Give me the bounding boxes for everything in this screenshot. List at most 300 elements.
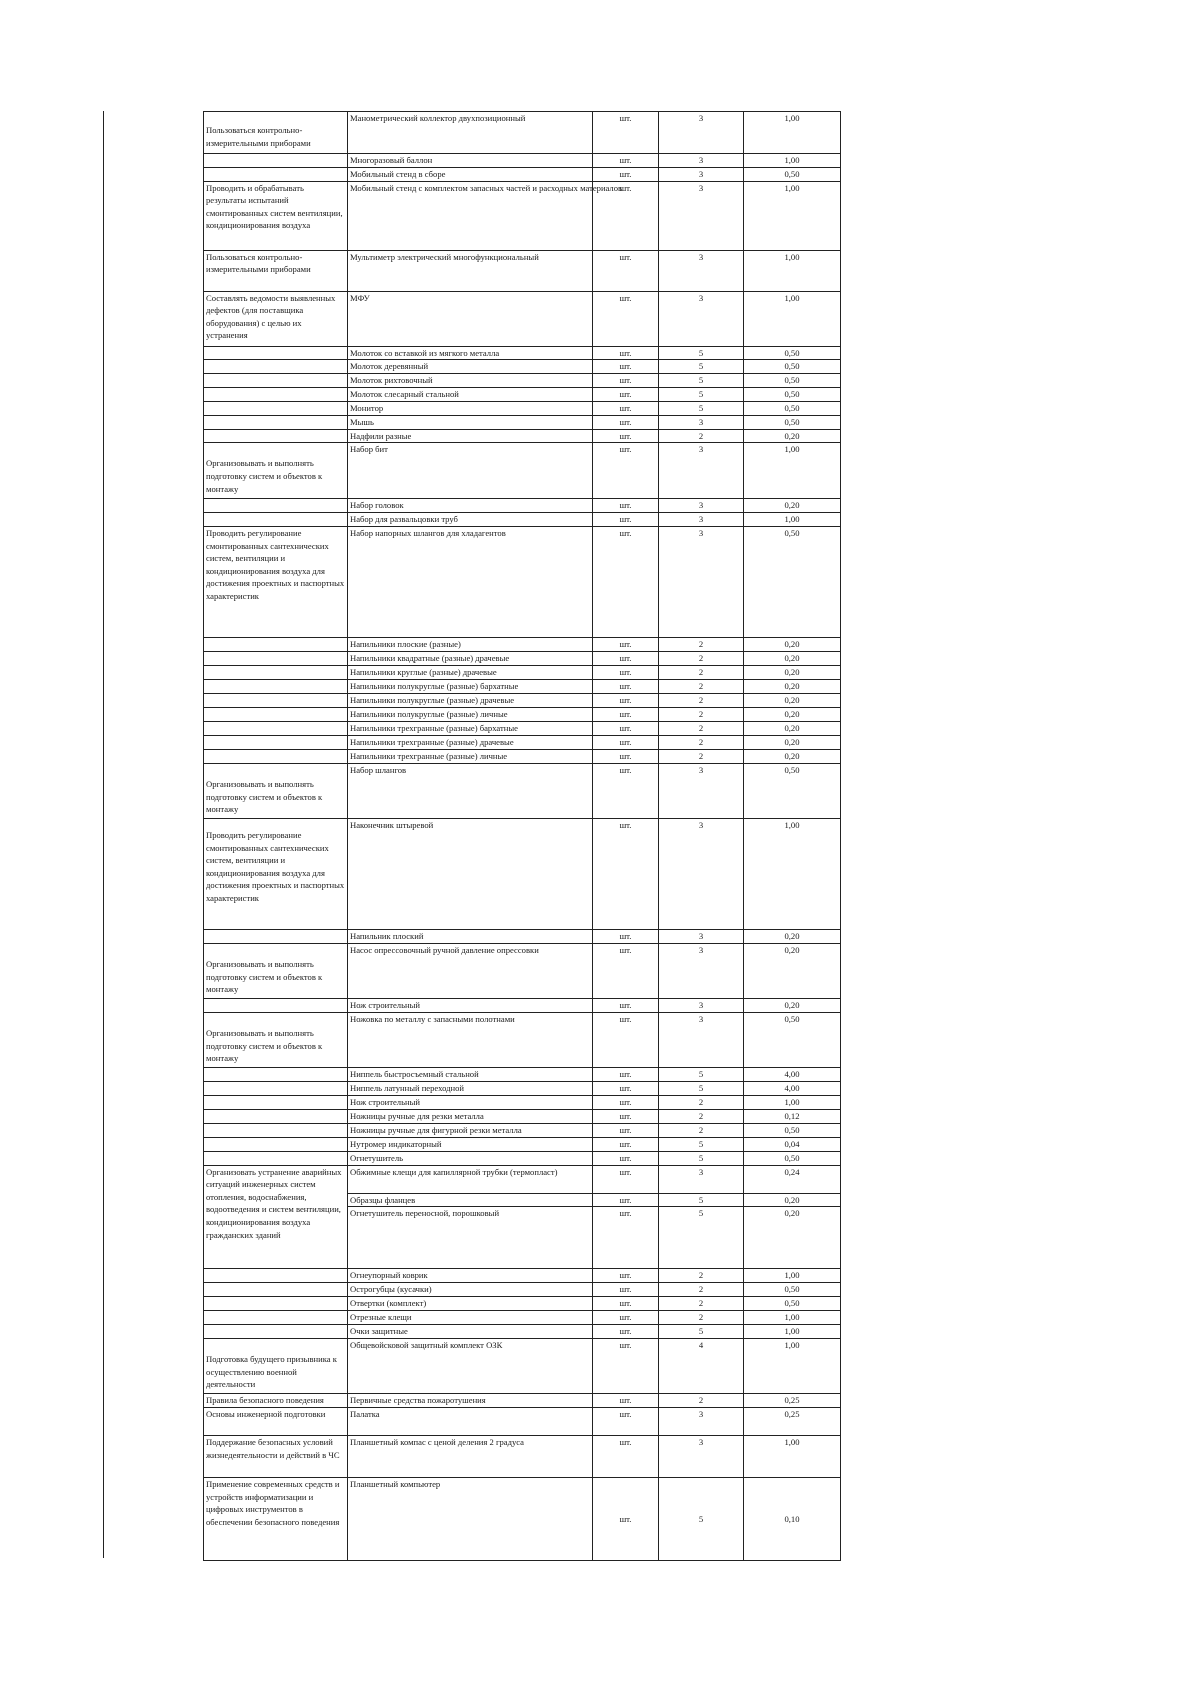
table-row <box>204 1408 841 1436</box>
quantity-cell: 5 <box>659 1081 744 1095</box>
unit-cell: шт. <box>593 763 659 818</box>
unit-cell: шт. <box>593 1297 659 1311</box>
unit-cell: шт. <box>593 415 659 429</box>
quantity-cell: 2 <box>659 1311 744 1325</box>
table-row <box>204 998 841 1012</box>
coefficient-cell: 0,20 <box>744 651 841 665</box>
coefficient-cell: 0,50 <box>744 360 841 374</box>
table-row <box>204 1081 841 1095</box>
unit-cell: шт. <box>593 1478 659 1561</box>
item-name-cell: Общевойсковой защитный комплект ОЗК <box>348 1339 593 1394</box>
quantity-cell: 3 <box>659 929 744 943</box>
unit-cell: шт. <box>593 1067 659 1081</box>
coefficient-cell: 1,00 <box>744 818 841 929</box>
skill-cell <box>204 291 348 346</box>
table-row <box>204 512 841 526</box>
quantity-cell: 3 <box>659 181 744 250</box>
item-name-cell: Напильники трехгранные (разные) бархатные <box>348 721 593 735</box>
coefficient-cell: 0,50 <box>744 763 841 818</box>
quantity-cell: 5 <box>659 1137 744 1151</box>
table-row <box>204 1067 841 1081</box>
unit-cell: шт. <box>593 374 659 388</box>
table-row <box>204 1151 841 1165</box>
quantity-cell: 3 <box>659 1165 744 1193</box>
unit-cell: шт. <box>593 1123 659 1137</box>
item-name-cell: Наконечник штыревой <box>348 818 593 929</box>
coefficient-cell: 1,00 <box>744 154 841 168</box>
coefficient-cell: 0,20 <box>744 693 841 707</box>
coefficient-cell: 1,00 <box>744 250 841 291</box>
item-name-cell: Напильники плоские (разные) <box>348 637 593 651</box>
unit-cell: шт. <box>593 721 659 735</box>
skill-cell <box>204 250 348 291</box>
unit-cell: шт. <box>593 512 659 526</box>
unit-cell: шт. <box>593 181 659 250</box>
item-name-cell: Напильники трехгранные (разные) личные <box>348 749 593 763</box>
skill-cell <box>204 1067 348 1081</box>
item-name-cell: Молоток рихтовочный <box>348 374 593 388</box>
item-name-cell: Мультиметр электрический многофункциональный <box>348 250 593 291</box>
quantity-cell: 5 <box>659 1478 744 1561</box>
table-row <box>204 1165 841 1193</box>
skill-cell <box>204 1283 348 1297</box>
unit-cell: шт. <box>593 1095 659 1109</box>
skill-text: Организовывать и выполнять подготовку систем и объектов к монтажу <box>206 958 323 995</box>
item-name-cell: Напильники полукруглые (разные) личные <box>348 707 593 721</box>
coefficient-cell: 0,50 <box>744 1297 841 1311</box>
unit-cell: шт. <box>593 346 659 360</box>
coefficient-cell: 0,50 <box>744 1123 841 1137</box>
quantity-cell: 5 <box>659 374 744 388</box>
skill-cell <box>204 374 348 388</box>
skill-text: Организовать устранение аварийных ситуаций инженерных систем отопления, водоснабжения, водоотведения и систем вентиляции, кондиционирования воздуха гражданских зданий <box>206 1166 342 1240</box>
equipment-table <box>203 111 841 1561</box>
table-row <box>204 1311 841 1325</box>
item-name-cell: Монитор <box>348 401 593 415</box>
item-name-cell: Ножовка по металлу с запасными полотнами <box>348 1012 593 1067</box>
unit-cell: шт. <box>593 360 659 374</box>
unit-cell: шт. <box>593 679 659 693</box>
coefficient-cell: 0,20 <box>744 665 841 679</box>
table-row <box>204 526 841 637</box>
coefficient-cell: 0,50 <box>744 1012 841 1067</box>
unit-cell: шт. <box>593 1325 659 1339</box>
item-name-cell: МФУ <box>348 291 593 346</box>
coefficient-cell: 1,00 <box>744 1095 841 1109</box>
item-name-cell: Образцы фланцев <box>348 1193 593 1207</box>
coefficient-cell: 0,04 <box>744 1137 841 1151</box>
item-name-cell: Многоразовый баллон <box>348 154 593 168</box>
quantity-cell: 2 <box>659 1123 744 1137</box>
skill-cell <box>204 1269 348 1283</box>
coefficient-cell: 1,00 <box>744 512 841 526</box>
unit-cell: шт. <box>593 112 659 154</box>
skill-cell <box>204 1297 348 1311</box>
unit-cell: шт. <box>593 707 659 721</box>
coefficient-cell: 0,20 <box>744 998 841 1012</box>
skill-text: Основы инженерной подготовки <box>206 1409 326 1420</box>
skill-text: Проводить регулирование смонтированных сантехнических систем, вентиляции и кондиционирования воздуха для достижения проектных и паспортных характеристик <box>206 527 345 601</box>
coefficient-cell: 1,00 <box>744 1269 841 1283</box>
table-row <box>204 401 841 415</box>
table-row <box>204 665 841 679</box>
table-row <box>204 1269 841 1283</box>
item-name-cell: Напильники квадратные (разные) драчевые <box>348 651 593 665</box>
item-name-cell: Молоток со вставкой из мягкого металла <box>348 346 593 360</box>
quantity-cell: 3 <box>659 1408 744 1436</box>
coefficient-cell: 0,25 <box>744 1394 841 1408</box>
item-name-cell: Набор головок <box>348 499 593 513</box>
quantity-cell: 3 <box>659 443 744 499</box>
skill-cell <box>204 1325 348 1339</box>
item-name-cell: Напильники полукруглые (разные) драчевые <box>348 693 593 707</box>
coefficient-cell: 0,20 <box>744 679 841 693</box>
item-name-cell: Молоток деревянный <box>348 360 593 374</box>
unit-cell: шт. <box>593 735 659 749</box>
unit-cell: шт. <box>593 943 659 998</box>
unit-cell: шт. <box>593 1151 659 1165</box>
coefficient-cell: 1,00 <box>744 1339 841 1394</box>
quantity-cell: 3 <box>659 250 744 291</box>
skill-cell <box>204 637 348 651</box>
skill-cell <box>204 749 348 763</box>
coefficient-cell: 4,00 <box>744 1081 841 1095</box>
coefficient-cell: 1,00 <box>744 1436 841 1478</box>
quantity-cell: 5 <box>659 1193 744 1207</box>
item-name-cell: Нож строительный <box>348 998 593 1012</box>
skill-cell <box>204 512 348 526</box>
item-name-cell: Молоток слесарный стальной <box>348 388 593 402</box>
table-row <box>204 388 841 402</box>
item-name-cell: Мобильный стенд в сборе <box>348 168 593 182</box>
table-row <box>204 679 841 693</box>
coefficient-cell: 0,50 <box>744 401 841 415</box>
table-row <box>204 1325 841 1339</box>
skill-text: Организовывать и выполнять подготовку систем и объектов к монтажу <box>206 458 323 494</box>
skill-cell <box>204 443 348 499</box>
table-row <box>204 154 841 168</box>
skill-cell <box>204 1165 348 1269</box>
table-row <box>204 818 841 929</box>
skill-cell <box>204 415 348 429</box>
equipment-table-body <box>204 112 841 1561</box>
skill-text: Организовывать и выполнять подготовку систем и объектов к монтажу <box>206 1027 323 1064</box>
quantity-cell: 3 <box>659 763 744 818</box>
skill-cell <box>204 735 348 749</box>
skill-cell <box>204 499 348 513</box>
skill-cell <box>204 929 348 943</box>
skill-cell <box>204 721 348 735</box>
skill-cell <box>204 360 348 374</box>
table-row <box>204 1436 841 1478</box>
unit-cell: шт. <box>593 1408 659 1436</box>
table-row <box>204 1478 841 1561</box>
item-name-cell: Планшетный компас с ценой деления 2 градуса <box>348 1436 593 1478</box>
item-name-cell: Острогубцы (кусачки) <box>348 1283 593 1297</box>
quantity-cell: 5 <box>659 1151 744 1165</box>
unit-cell: шт. <box>593 1109 659 1123</box>
skill-text: Проводить регулирование смонтированных сантехнических систем, вентиляции и кондиционирования воздуха для достижения проектных и паспортных характеристик <box>206 829 345 903</box>
skill-cell <box>204 665 348 679</box>
quantity-cell: 2 <box>659 637 744 651</box>
coefficient-cell: 0,20 <box>744 721 841 735</box>
unit-cell: шт. <box>593 429 659 443</box>
coefficient-cell: 0,50 <box>744 388 841 402</box>
coefficient-cell: 0,20 <box>744 707 841 721</box>
item-name-cell: Набор бит <box>348 443 593 499</box>
item-name-cell: Набор для развальцовки труб <box>348 512 593 526</box>
unit-cell: шт. <box>593 693 659 707</box>
item-name-cell: Нож строительный <box>348 1095 593 1109</box>
skill-cell <box>204 1081 348 1095</box>
skill-cell <box>204 1109 348 1123</box>
unit-cell: шт. <box>593 250 659 291</box>
table-row <box>204 1297 841 1311</box>
quantity-cell: 5 <box>659 1067 744 1081</box>
skill-cell <box>204 1095 348 1109</box>
item-name-cell: Обжимные клещи для капиллярной трубки (термопласт) <box>348 1165 593 1193</box>
quantity-cell: 3 <box>659 998 744 1012</box>
quantity-cell: 3 <box>659 526 744 637</box>
skill-cell <box>204 998 348 1012</box>
item-name-cell: Мобильный стенд с комплектом запасных частей и расходных материалов <box>348 181 593 250</box>
unit-cell: шт. <box>593 818 659 929</box>
skill-text: Пользоваться контрольно-измерительными приборами <box>206 125 311 148</box>
skill-cell <box>204 943 348 998</box>
quantity-cell: 3 <box>659 818 744 929</box>
coefficient-cell: 0,50 <box>744 374 841 388</box>
unit-cell: шт. <box>593 443 659 499</box>
quantity-cell: 2 <box>659 707 744 721</box>
quantity-cell: 3 <box>659 154 744 168</box>
table-row <box>204 499 841 513</box>
unit-cell: шт. <box>593 401 659 415</box>
skill-cell <box>204 154 348 168</box>
coefficient-cell: 0,20 <box>744 943 841 998</box>
coefficient-cell: 1,00 <box>744 291 841 346</box>
table-row <box>204 763 841 818</box>
table-row <box>204 735 841 749</box>
table-row <box>204 1339 841 1394</box>
skill-cell <box>204 1478 348 1561</box>
unit-cell: шт. <box>593 1311 659 1325</box>
table-row <box>204 360 841 374</box>
item-name-cell: Надфили разные <box>348 429 593 443</box>
coefficient-cell: 1,00 <box>744 1325 841 1339</box>
coefficient-cell: 0,20 <box>744 429 841 443</box>
skill-cell <box>204 1137 348 1151</box>
unit-cell: шт. <box>593 1012 659 1067</box>
table-row <box>204 707 841 721</box>
skill-cell <box>204 112 348 154</box>
quantity-cell: 2 <box>659 749 744 763</box>
quantity-cell: 5 <box>659 346 744 360</box>
coefficient-cell: 0,20 <box>744 1207 841 1269</box>
skill-cell <box>204 1151 348 1165</box>
item-name-cell: Напильники круглые (разные) драчевые <box>348 665 593 679</box>
table-row <box>204 651 841 665</box>
unit-cell: шт. <box>593 998 659 1012</box>
skill-cell <box>204 1012 348 1067</box>
quantity-cell: 2 <box>659 1109 744 1123</box>
table-row <box>204 291 841 346</box>
table-row <box>204 693 841 707</box>
unit-cell: шт. <box>593 291 659 346</box>
quantity-cell: 3 <box>659 168 744 182</box>
unit-cell: шт. <box>593 1207 659 1269</box>
coefficient-cell: 0,20 <box>744 749 841 763</box>
item-name-cell: Огнетушитель <box>348 1151 593 1165</box>
unit-cell: шт. <box>593 749 659 763</box>
quantity-cell: 5 <box>659 360 744 374</box>
skill-cell <box>204 526 348 637</box>
unit-cell: шт. <box>593 499 659 513</box>
unit-cell: шт. <box>593 1394 659 1408</box>
skill-text: Пользоваться контрольно-измерительными приборами <box>206 251 311 275</box>
item-name-cell: Насос опрессовочный ручной давление опрессовки <box>348 943 593 998</box>
coefficient-cell: 0,50 <box>744 526 841 637</box>
skill-cell <box>204 1436 348 1478</box>
coefficient-cell: 0,25 <box>744 1408 841 1436</box>
skill-cell <box>204 707 348 721</box>
skill-text: Правила безопасного поведения <box>206 1395 324 1406</box>
coefficient-cell: 0,20 <box>744 735 841 749</box>
table-row <box>204 181 841 250</box>
quantity-cell: 5 <box>659 1325 744 1339</box>
skill-text: Подготовка будущего призывника к осуществлению военной деятельности <box>206 1354 337 1390</box>
skill-cell <box>204 1408 348 1436</box>
coefficient-cell: 1,00 <box>744 112 841 154</box>
item-name-cell: Ниппель латунный переходной <box>348 1081 593 1095</box>
skill-cell <box>204 1123 348 1137</box>
coefficient-cell: 0,20 <box>744 1193 841 1207</box>
skill-cell <box>204 1394 348 1408</box>
item-name-cell: Мышь <box>348 415 593 429</box>
unit-cell: шт. <box>593 526 659 637</box>
table-row <box>204 112 841 154</box>
skill-cell <box>204 388 348 402</box>
coefficient-cell: 0,50 <box>744 415 841 429</box>
table-row <box>204 374 841 388</box>
quantity-cell: 2 <box>659 1283 744 1297</box>
item-name-cell: Напильники полукруглые (разные) бархатные <box>348 679 593 693</box>
unit-cell: шт. <box>593 1165 659 1193</box>
coefficient-cell: 4,00 <box>744 1067 841 1081</box>
coefficient-cell: 0,20 <box>744 929 841 943</box>
item-name-cell: Первичные средства пожаротушения <box>348 1394 593 1408</box>
quantity-cell: 2 <box>659 721 744 735</box>
item-name-cell: Планшетный компьютер <box>348 1478 593 1561</box>
table-row <box>204 346 841 360</box>
skill-cell <box>204 693 348 707</box>
item-name-cell: Ниппель быстросъемный стальной <box>348 1067 593 1081</box>
skill-cell <box>204 401 348 415</box>
unit-cell: шт. <box>593 651 659 665</box>
skill-text: Составлять ведомости выявленных дефектов (для поставщика оборудования) с целью их устранения <box>206 292 336 341</box>
skill-text: Проводить и обрабатывать результаты испытаний смонтированных систем вентиляции, кондиционирования воздуха <box>206 182 343 231</box>
skill-cell <box>204 651 348 665</box>
quantity-cell: 2 <box>659 1269 744 1283</box>
skill-cell <box>204 168 348 182</box>
unit-cell: шт. <box>593 1436 659 1478</box>
item-name-cell: Напильники трехгранные (разные) драчевые <box>348 735 593 749</box>
skill-cell <box>204 181 348 250</box>
unit-cell: шт. <box>593 665 659 679</box>
table-row <box>204 429 841 443</box>
coefficient-cell: 0,10 <box>744 1478 841 1561</box>
coefficient-cell: 0,50 <box>744 1151 841 1165</box>
unit-cell: шт. <box>593 1137 659 1151</box>
quantity-cell: 3 <box>659 112 744 154</box>
page-margin-line <box>103 111 104 1558</box>
table-row <box>204 929 841 943</box>
quantity-cell: 2 <box>659 1095 744 1109</box>
quantity-cell: 4 <box>659 1339 744 1394</box>
item-name-cell: Ножницы ручные для фигурной резки металла <box>348 1123 593 1137</box>
unit-cell: шт. <box>593 1339 659 1394</box>
table-row <box>204 1394 841 1408</box>
coefficient-cell: 0,20 <box>744 637 841 651</box>
table-row <box>204 1137 841 1151</box>
coefficient-cell: 0,12 <box>744 1109 841 1123</box>
quantity-cell: 2 <box>659 651 744 665</box>
unit-cell: шт. <box>593 929 659 943</box>
quantity-cell: 3 <box>659 943 744 998</box>
item-name-cell: Набор напорных шлангов для хладагентов <box>348 526 593 637</box>
skill-cell <box>204 1339 348 1394</box>
table-row <box>204 749 841 763</box>
table-row <box>204 168 841 182</box>
coefficient-cell: 1,00 <box>744 443 841 499</box>
item-name-cell: Огнеупорный коврик <box>348 1269 593 1283</box>
coefficient-cell: 0,50 <box>744 168 841 182</box>
coefficient-cell: 0,50 <box>744 1283 841 1297</box>
item-name-cell: Манометрический коллектор двухпозиционный <box>348 112 593 154</box>
quantity-cell: 2 <box>659 679 744 693</box>
table-row <box>204 1109 841 1123</box>
table-row <box>204 443 841 499</box>
unit-cell: шт. <box>593 168 659 182</box>
table-row <box>204 1012 841 1067</box>
table-row <box>204 637 841 651</box>
skill-cell <box>204 346 348 360</box>
quantity-cell: 3 <box>659 499 744 513</box>
skill-cell <box>204 679 348 693</box>
quantity-cell: 5 <box>659 401 744 415</box>
unit-cell: шт. <box>593 1193 659 1207</box>
table-row <box>204 1283 841 1297</box>
skill-text: Организовывать и выполнять подготовку систем и объектов к монтажу <box>206 778 323 815</box>
item-name-cell: Огнетушитель переносной, порошковый <box>348 1207 593 1269</box>
skill-cell <box>204 1311 348 1325</box>
unit-cell: шт. <box>593 637 659 651</box>
quantity-cell: 3 <box>659 1012 744 1067</box>
quantity-cell: 5 <box>659 1207 744 1269</box>
skill-text: Применение современных средств и устройств информатизации и цифровых инструментов в обеспечении безопасного поведения <box>206 1479 340 1527</box>
quantity-cell: 3 <box>659 415 744 429</box>
coefficient-cell: 1,00 <box>744 1311 841 1325</box>
quantity-cell: 2 <box>659 1394 744 1408</box>
quantity-cell: 2 <box>659 429 744 443</box>
table-row <box>204 250 841 291</box>
coefficient-cell: 0,20 <box>744 499 841 513</box>
coefficient-cell: 0,50 <box>744 346 841 360</box>
table-row <box>204 1095 841 1109</box>
coefficient-cell: 1,00 <box>744 181 841 250</box>
unit-cell: шт. <box>593 1081 659 1095</box>
unit-cell: шт. <box>593 1269 659 1283</box>
unit-cell: шт. <box>593 1283 659 1297</box>
